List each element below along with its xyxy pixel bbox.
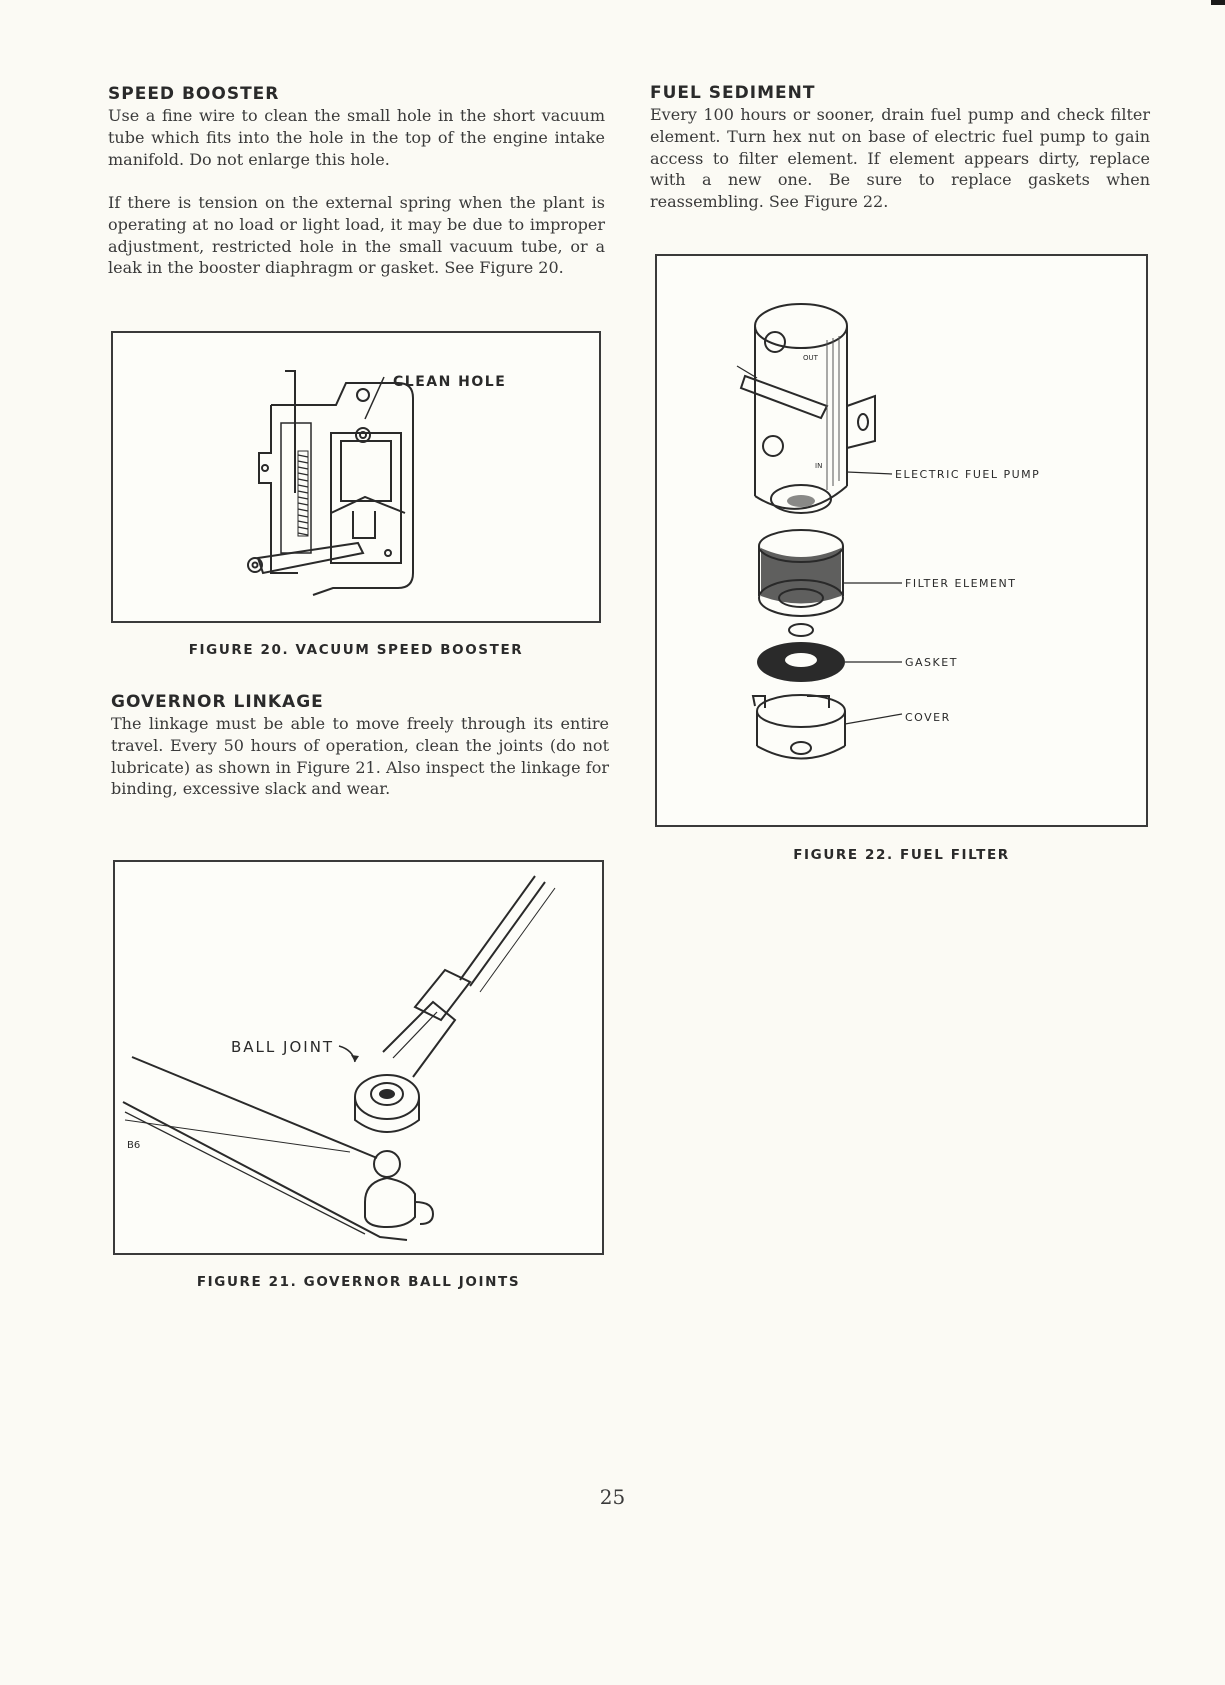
figure-21-caption: FIGURE 21. GOVERNOR BALL JOINTS <box>196 1274 521 1290</box>
filter-element-label: FILTER ELEMENT <box>905 577 1017 590</box>
vacuum-speed-booster-illustration <box>113 333 603 625</box>
speed-booster-paragraph-1: Use a fine wire to clean the small hole in the short vacuum tube which fits into the hole in the top of the engine intake manifold. Do not enlarge this hole. <box>108 106 605 169</box>
gasket-label: GASKET <box>905 656 958 669</box>
out-port-label: OUT <box>803 354 818 362</box>
fuel-sediment-paragraph: Every 100 hours or sooner, drain fuel pump and check filter element. Turn hex nut on base of electric fuel pump to gain access to filter element. If element appears dirty, replace with a new one. Be sure to replace gaskets when reassembling. See Figure 22. <box>650 105 1150 212</box>
speed-booster-heading: SPEED BOOSTER <box>108 84 280 104</box>
page-number: 25 <box>599 1485 626 1509</box>
figure-22-box <box>655 254 1148 827</box>
cover-label: COVER <box>905 711 951 724</box>
governor-linkage-heading: GOVERNOR LINKAGE <box>111 692 324 712</box>
in-port-label: IN <box>815 462 823 470</box>
clean-hole-label: CLEAN HOLE <box>393 374 507 390</box>
figure-code-label: B6 <box>127 1140 141 1151</box>
electric-fuel-pump-label: ELECTRIC FUEL PUMP <box>895 468 1041 481</box>
fuel-filter-illustration <box>657 256 1150 829</box>
governor-linkage-paragraph: The linkage must be able to move freely through its entire travel. Every 50 hours of operation, clean the joints (do not lubricate) as shown in Figure 21. Also inspect the linkage for binding, excessive slack and wear. <box>111 714 609 799</box>
fuel-sediment-heading: FUEL SEDIMENT <box>650 83 816 103</box>
figure-20-box <box>111 331 601 623</box>
figure-20-caption: FIGURE 20. VACUUM SPEED BOOSTER <box>188 642 524 658</box>
ball-joint-label: BALL JOINT <box>231 1038 335 1056</box>
speed-booster-paragraph-2: If there is tension on the external spring when the plant is operating at no load or light load, it may be due to improper adjustment, restricted hole in the small vacuum tube, or a leak in the booster diaphragm or gasket. See Figure 20. <box>108 193 605 278</box>
figure-22-caption: FIGURE 22. FUEL FILTER <box>793 847 1010 863</box>
figure-21-box <box>113 860 604 1255</box>
page-corner-mark <box>1211 0 1225 5</box>
governor-ball-joints-illustration <box>115 862 606 1257</box>
